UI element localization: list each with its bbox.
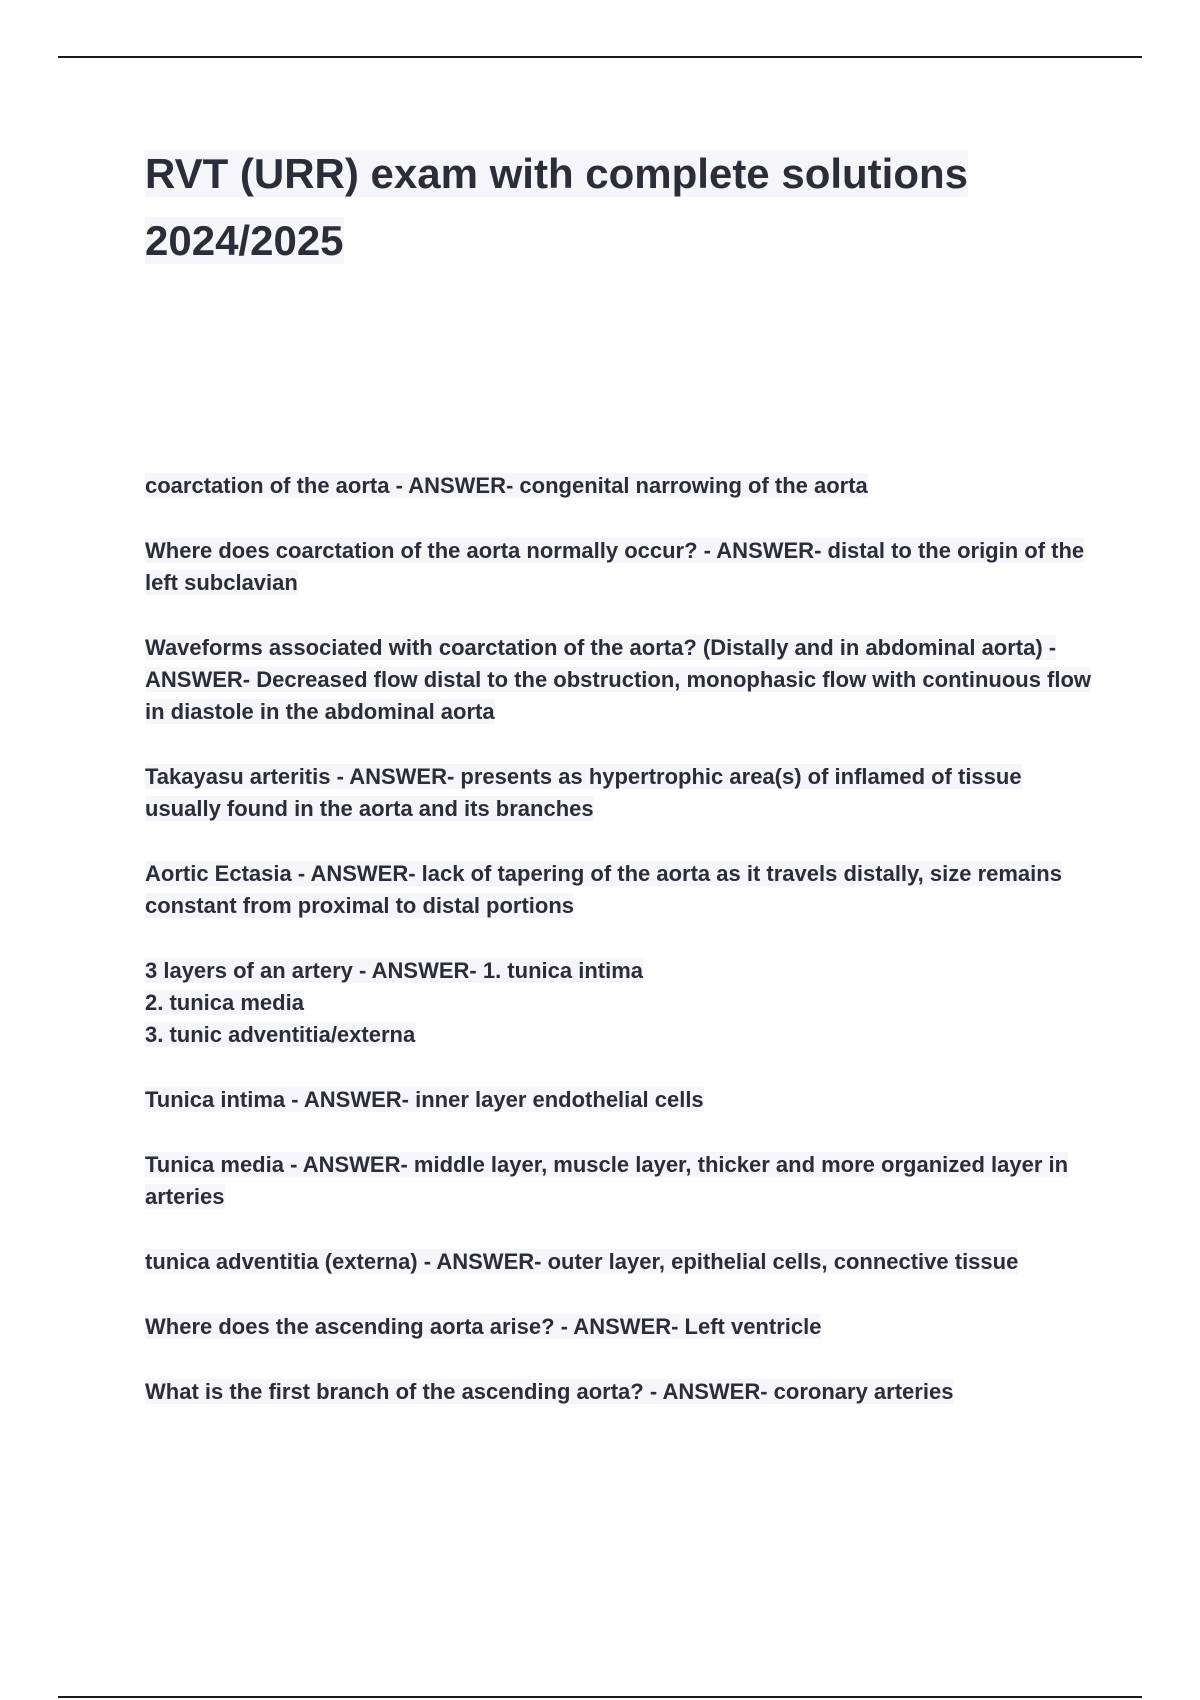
footer-rule bbox=[58, 1696, 1142, 1698]
qa-item: Aortic Ectasia - ANSWER- lack of tapering of the aorta as it travels distally, size remains constant from proximal to distal portions bbox=[145, 861, 1062, 918]
qa-item: 3 layers of an artery - ANSWER- 1. tunica intima 2. tunica media 3. tunic adventitia/externa bbox=[145, 958, 643, 1047]
qa-item: Takayasu arteritis - ANSWER- presents as hypertrophic area(s) of inflamed of tissue usually found in the aorta and its branches bbox=[145, 764, 1022, 821]
qa-item: tunica adventitia (externa) - ANSWER- outer layer, epithelial cells, connective tissue bbox=[145, 1249, 1019, 1274]
qa-item: Waveforms associated with coarctation of the aorta? (Distally and in abdominal aorta) - ANSWER- Decreased flow distal to the obstruction, monophasic flow with continuous flow in diastole in the abdominal aorta bbox=[145, 635, 1092, 724]
qa-item: Tunica media - ANSWER- middle layer, muscle layer, thicker and more organized layer in arteries bbox=[145, 1152, 1069, 1209]
page-title bbox=[145, 140, 1085, 274]
qa-item: Where does the ascending aorta arise? - ANSWER- Left ventricle bbox=[145, 1314, 822, 1339]
header-rule bbox=[58, 56, 1142, 58]
qa-item: coarctation of the aorta - ANSWER- congenital narrowing of the aorta bbox=[145, 473, 868, 498]
qa-item: Where does coarctation of the aorta normally occur? - ANSWER- distal to the origin of the left subclavian bbox=[145, 538, 1085, 595]
page-title-text: RVT (URR) exam with complete solutions 2024/2025 bbox=[145, 150, 968, 264]
qa-list bbox=[145, 470, 1095, 1441]
qa-item: Tunica intima - ANSWER- inner layer endothelial cells bbox=[145, 1087, 704, 1112]
qa-item: What is the first branch of the ascending aorta? - ANSWER- coronary arteries bbox=[145, 1379, 954, 1404]
